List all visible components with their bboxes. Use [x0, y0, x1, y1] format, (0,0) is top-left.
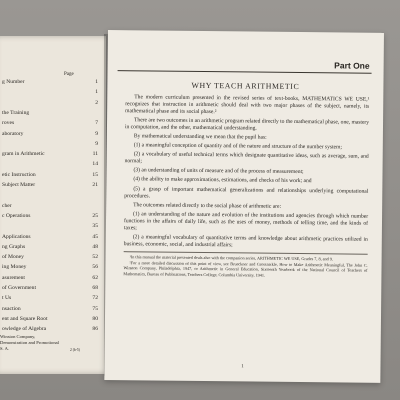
toc-page: 68	[92, 285, 98, 291]
toc-title: ng Graphs	[2, 243, 26, 250]
toc-page: 86	[92, 326, 98, 333]
body-paragraph: (1) an understanding of the nature and evolution of the institutions and agencies through which number functions in the affairs of daily life, such as the uses of money, methods of telling time, and the kinds of taxes;	[123, 210, 369, 232]
toc-title: of Money	[2, 254, 24, 261]
toc-page-header: Page	[64, 72, 74, 77]
left-page	[0, 36, 106, 374]
body-paragraph: (5) a grasp of important mathematical generalizations and relationships underlying computational procedures.	[124, 185, 369, 200]
toc-page: 75	[92, 305, 98, 312]
body-paragraph: (2) a vocabulary of useful technical terms which designate quantitative ideas, such as average, sum, and normal;	[124, 151, 369, 165]
toc-title: roves	[2, 120, 15, 127]
toc-title: aboratory	[2, 130, 24, 137]
toc-title: ing Money	[2, 264, 27, 271]
toc-page: 9	[95, 130, 98, 137]
page-body	[123, 94, 369, 279]
header-rule	[118, 70, 372, 74]
publisher-line: Winston Company,	[0, 334, 36, 339]
toc-title: owledge of Algebra	[2, 326, 47, 333]
body-paragraph: (3) an understanding of units of measure and of the process of measurement;	[133, 167, 304, 176]
toc-title: c Operations	[2, 212, 31, 219]
toc-title: the Training	[2, 109, 30, 116]
footnote: ¹In this manual the material presented deals also with the companion series, ARITHMETIC WE USE, Grades 7, 8, and 9.	[129, 254, 333, 262]
body-paragraph: (2) a meaningful vocabulary of quantitative terms and knowledge about arithmetic practices utilized in business, economic, social, and industrial affairs;	[123, 234, 368, 249]
toc-title: ent and Square Root	[2, 315, 48, 322]
right-page	[104, 30, 384, 383]
paragraphs	[124, 94, 370, 250]
publisher-line: Demonstration and Promotional	[0, 340, 59, 345]
toc-page: 2	[95, 99, 98, 106]
toc-title: nsaction	[2, 305, 21, 312]
body-paragraph: The modern curriculum presented in the revised series of text-books, MATHEMATICS WE USE,¹ recognizes that instruction in arithmetic should deal with two major phases of the subject, namely, its mathematical phase and its social phase.²	[125, 94, 370, 116]
toc-page: 15	[92, 171, 98, 178]
toc-page: 7	[95, 120, 98, 127]
print-code: 2 (b-5)	[70, 348, 80, 352]
body-paragraph: (1) a meaningful conception of quantity and of the nature and structure of the number system;	[133, 142, 342, 151]
footnotes	[123, 251, 367, 278]
body-paragraph: (4) the ability to make approximations, estimations, and checks of his work; and	[133, 176, 312, 185]
toc-page: 1	[95, 89, 98, 96]
body-paragraph: By mathematical understanding we mean that the pupil has:	[133, 133, 267, 141]
toc-page: 48	[92, 243, 98, 250]
toc-title: gram in Arithmetic	[2, 151, 45, 158]
page-number: 1	[241, 364, 244, 370]
toc-title: g Number	[2, 79, 25, 85]
toc-page: 45	[92, 233, 98, 240]
body-paragraph: There are two outcomes in an arithmetic program related directly to the mathematical phase, one, mastery in computation, and the other, mathematical understanding.	[124, 117, 370, 132]
toc-page: 21	[92, 182, 98, 188]
toc-page: 35	[92, 223, 98, 230]
toc-page: 14	[92, 161, 98, 168]
toc-title: Subject Matter	[2, 182, 36, 188]
toc-page: 11	[92, 151, 98, 158]
toc-title: Applications	[2, 233, 31, 240]
publisher-line: S. A.	[0, 346, 10, 351]
toc-page: 80	[92, 315, 98, 322]
part-label: Part One	[334, 60, 370, 71]
toc-page: 1	[95, 79, 98, 85]
toc-title: cher	[2, 202, 12, 209]
toc-page: 52	[92, 254, 98, 261]
page-title: WHY TEACH ARITHMETIC	[191, 80, 300, 92]
toc-page: 72	[92, 295, 98, 302]
toc-page: 25	[92, 212, 98, 219]
toc-title: of Government	[2, 285, 37, 291]
body-paragraph: The outcomes related directly to the social phase of arithmetic are:	[133, 201, 282, 210]
toc-page: 56	[92, 264, 98, 271]
toc-page: 9	[95, 140, 98, 147]
toc-title: etic Instruction	[2, 171, 36, 178]
toc-page: 62	[92, 274, 98, 281]
footnote: ²For a more detailed discussion of this point of view, see Brueckner and Grossnickle, How to Make Arithmetic Meaningful, The John C. Winston Company, Philadelphia, 1947, or Arithmetic in General Education, Sixteenth Yearbook of the National Council of Teachers of Mathematics, Bureau of Publications, Teachers College, Columbia University, 1941.	[123, 260, 368, 278]
toc-title: asurement	[2, 274, 25, 281]
toc-title: t Us	[2, 295, 12, 302]
